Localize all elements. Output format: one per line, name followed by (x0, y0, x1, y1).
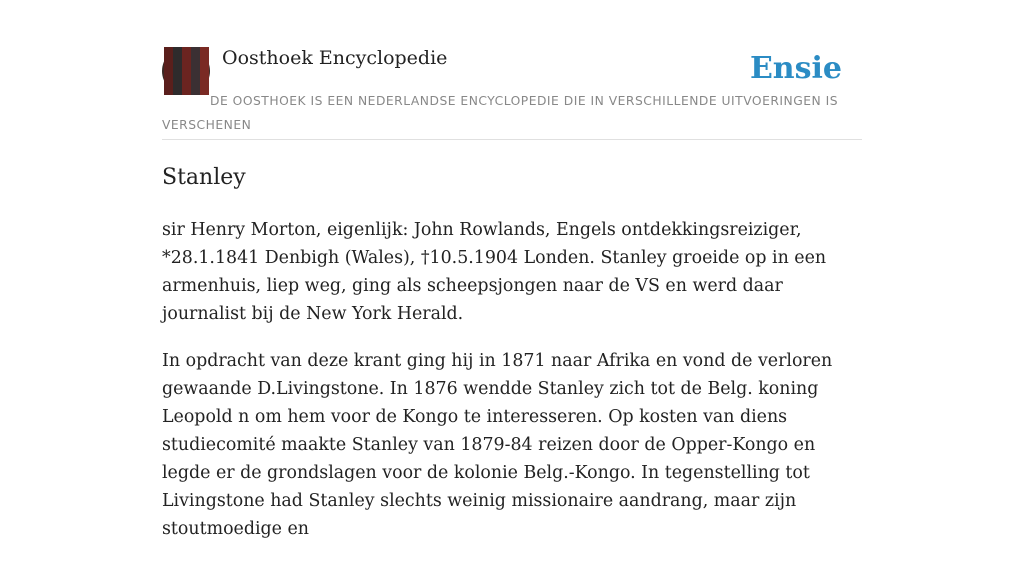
site-name[interactable]: Oosthoek Encyclopedie (222, 47, 448, 69)
site-logo-avatar[interactable] (162, 47, 210, 95)
article-body (162, 216, 862, 562)
site-header (162, 46, 862, 140)
article-paragraph: In opdracht van deze krant ging hij in 1871 naar Afrika en vond de verloren gewaande D.Livingstone. In 1876 wendde Stanley zich tot de Belg. koning Leopold n om hem voor de Kongo te interesseren. Op kosten van diens studiecomité maakte Stanley van 1879-84 reizen door de Opper-Kongo en legde er de grondslagen voor de kolonie Belg.-Kongo. In tegenstelling tot Livingstone had Stanley slechts weinig missionaire aandrang, maar zijn stoutmoedige en (162, 351, 833, 539)
brand-logo-link[interactable]: Ensie (749, 51, 842, 86)
site-tagline: DE OOSTHOEK IS EEN NEDERLANDSE ENCYCLOPEDIE DIE IN VERSCHILLENDE UITVOERINGEN IS VERSCHENEN (162, 94, 839, 132)
article-title: Stanley (162, 165, 246, 190)
article-paragraph: sir Henry Morton, eigenlijk: John Rowlands, Engels ontdekkingsreiziger, *28.1.1841 Denbigh (Wales), †10.5.1904 Londen. Stanley groeide op in een armenhuis, liep weg, ging als scheepsjongen naar de VS en werd daar journalist bij de New York Herald. (162, 220, 827, 324)
